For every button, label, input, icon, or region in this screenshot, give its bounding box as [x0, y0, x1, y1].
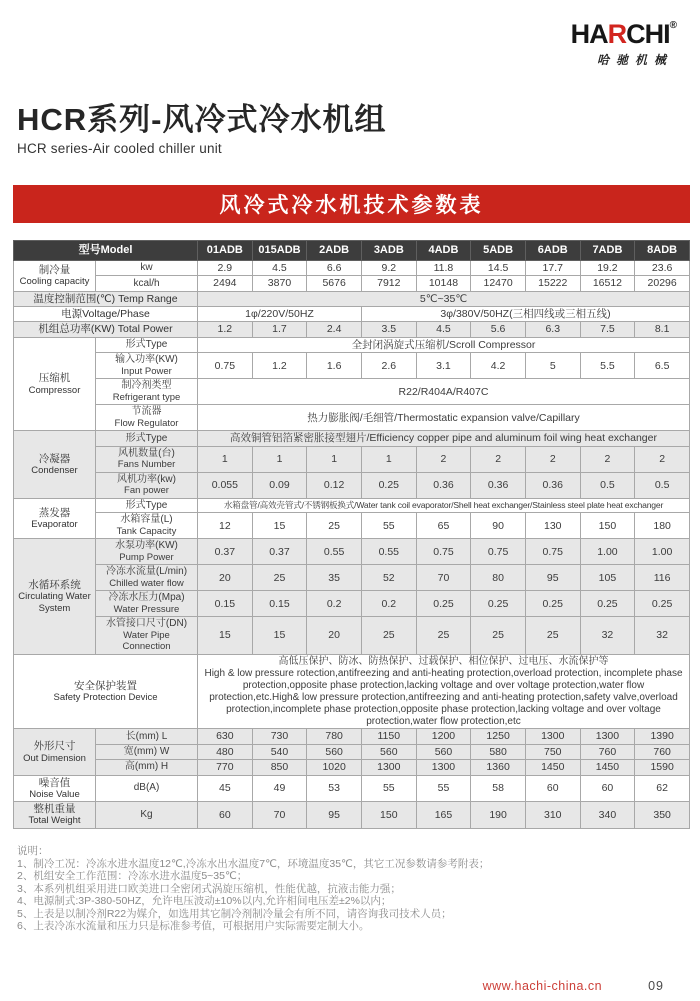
value-cell: 760 — [635, 744, 690, 759]
value-cell: 53 — [307, 775, 362, 802]
value-cell: 2494 — [198, 276, 253, 291]
row-label: 长(mm) L — [96, 729, 198, 744]
value-cell: 1.00 — [580, 539, 635, 565]
section-wide-label: 安全保护装置 Safety Protection Device — [14, 654, 198, 729]
value-cell: 580 — [471, 744, 526, 759]
value-cell: 15 — [198, 617, 253, 654]
table-row-compressor — [14, 405, 690, 431]
note-line: 3、本系列机组采用进口欧美进口全密闭式涡旋压缩机，性能优越，抗液击能力强； — [17, 882, 401, 895]
section-wide-label: 机组总功率(KW) Total Power — [14, 322, 198, 337]
table-row-out-dimension — [14, 744, 690, 759]
value-cell: 1150 — [361, 729, 416, 744]
model-header: 2ADB — [307, 241, 362, 261]
page-subtitle: HCR series-Air cooled chiller unit — [17, 141, 222, 157]
section-category: 噪音值 Noise Value — [14, 775, 96, 802]
value-cell: 540 — [252, 744, 307, 759]
table-row-evaporator — [14, 498, 690, 513]
value-cell: 0.5 — [580, 472, 635, 498]
row-label: kcal/h — [96, 276, 198, 291]
row-label: dB(A) — [96, 775, 198, 802]
section-category: 外形尺寸 Out Dimension — [14, 729, 96, 775]
table-row-safety-protection-device — [14, 654, 690, 729]
span-cell: 水箱盘管/高效壳管式/不锈钢板换式/Water tank coil evaporator/Shell heat exchanger/Stainless steel plate heat exchanger — [198, 498, 690, 513]
row-label: 风机数量(台) Fans Number — [96, 446, 198, 472]
value-cell: 0.36 — [525, 472, 580, 498]
value-cell: 2 — [580, 446, 635, 472]
value-cell: 1200 — [416, 729, 471, 744]
value-cell: 105 — [580, 565, 635, 591]
value-cell: 560 — [416, 744, 471, 759]
value-cell: 4.5 — [416, 322, 471, 337]
model-header: 015ADB — [252, 241, 307, 261]
value-cell: 0.36 — [471, 472, 526, 498]
value-cell: 0.25 — [361, 472, 416, 498]
value-cell: 58 — [471, 775, 526, 802]
value-cell: 0.055 — [198, 472, 253, 498]
section-wide-label: 电源Voltage/Phase — [14, 307, 198, 322]
value-cell: 1.2 — [252, 353, 307, 379]
span-cell: R22/R404A/R407C — [198, 379, 690, 405]
value-cell: 7912 — [361, 276, 416, 291]
value-cell: 65 — [416, 513, 471, 539]
value-cell: 116 — [635, 565, 690, 591]
spec-table-body — [14, 241, 690, 829]
value-cell: 12 — [198, 513, 253, 539]
value-cell: 5 — [525, 353, 580, 379]
registered-trademark-icon: ® — [669, 20, 676, 31]
brand-text-head: HA — [570, 19, 608, 49]
value-cell: 1300 — [361, 760, 416, 775]
spec-table — [13, 240, 690, 829]
value-cell: 15 — [252, 513, 307, 539]
value-cell: 6.3 — [525, 322, 580, 337]
table-row-compressor — [14, 353, 690, 379]
table-row-noise-value — [14, 775, 690, 802]
table-row-cooling-capacity — [14, 276, 690, 291]
table-row-total-weight — [14, 802, 690, 829]
value-cell: 1 — [252, 446, 307, 472]
section-category: 整机重量 Total Weight — [14, 802, 96, 829]
value-cell: 2 — [525, 446, 580, 472]
row-label: 形式Type — [96, 431, 198, 446]
table-row-condenser — [14, 446, 690, 472]
value-cell: 0.75 — [471, 539, 526, 565]
value-cell: 0.15 — [198, 591, 253, 617]
value-cell: 2.6 — [361, 353, 416, 379]
value-cell: 25 — [416, 617, 471, 654]
value-cell: 0.55 — [307, 539, 362, 565]
value-cell: 2 — [416, 446, 471, 472]
value-cell: 20 — [307, 617, 362, 654]
row-label: Kg — [96, 802, 198, 829]
value-cell: 15222 — [525, 276, 580, 291]
value-cell: 2.9 — [198, 260, 253, 275]
value-cell: 14.5 — [471, 260, 526, 275]
value-cell: 1250 — [471, 729, 526, 744]
value-cell: 0.25 — [580, 591, 635, 617]
value-cell: 45 — [198, 775, 253, 802]
table-row-voltage-phase — [14, 307, 690, 322]
value-cell: 0.25 — [525, 591, 580, 617]
row-label: 形式Type — [96, 498, 198, 513]
brand-text-red-letter: R — [607, 19, 627, 49]
brand-logo — [571, 21, 676, 68]
value-cell: 15 — [252, 617, 307, 654]
value-cell: 4.5 — [252, 260, 307, 275]
value-cell: 3.5 — [361, 322, 416, 337]
value-cell: 770 — [198, 760, 253, 775]
section-category: 压缩机 Compressor — [14, 337, 96, 430]
value-cell: 23.6 — [635, 260, 690, 275]
value-cell: 1 — [361, 446, 416, 472]
value-cell: 130 — [525, 513, 580, 539]
value-cell: 340 — [580, 802, 635, 829]
value-cell: 19.2 — [580, 260, 635, 275]
value-cell: 150 — [580, 513, 635, 539]
model-header-label: 型号Model — [14, 241, 198, 261]
value-cell: 32 — [580, 617, 635, 654]
block-cell: 高低压保护、防冰、防热保护、过载保护、相位保护、过电压、水流保护等 High & low pressure rotection,antifreezing and anti-heating protection,overload protection, incomplete phase protection,opposite phase protection,lacking voltage and over voltage protection,water flow protection,etc.High& low pressure protection,antifreezing and anti-heating protection,safety valve,overload protection,incomplete phase protection,opposite phase protection,lacking voltage and over voltage protection,water flow protection,etc — [198, 654, 690, 729]
table-row-cooling-capacity — [14, 260, 690, 275]
value-cell: 0.5 — [635, 472, 690, 498]
value-cell: 3870 — [252, 276, 307, 291]
model-header: 01ADB — [198, 241, 253, 261]
row-label: 输入功率(KW) Input Power — [96, 353, 198, 379]
value-cell: 90 — [471, 513, 526, 539]
value-cell: 0.55 — [361, 539, 416, 565]
value-cell: 1.2 — [198, 322, 253, 337]
value-cell: 2.4 — [307, 322, 362, 337]
value-cell: 12470 — [471, 276, 526, 291]
value-cell: 1300 — [525, 729, 580, 744]
value-cell: 1 — [307, 446, 362, 472]
page-number: 09 — [648, 979, 664, 993]
value-cell: 17.7 — [525, 260, 580, 275]
table-row-circulating-water-system — [14, 565, 690, 591]
note-line: 4、电源制式:3P-380-50HZ，允许电压波动±10%以内,允许相间电压差±2%以内； — [17, 895, 392, 907]
table-row-temp-range — [14, 291, 690, 306]
note-line: 5、上表是以制冷剂R22为媒介，如选用其它制冷剂制冷量会有所不同，请咨询我司技术人员； — [17, 907, 452, 920]
value-cell: 1.6 — [307, 353, 362, 379]
value-cell: 1450 — [525, 760, 580, 775]
title-block — [17, 101, 386, 156]
model-header: 4ADB — [416, 241, 471, 261]
value-cell: 60 — [525, 775, 580, 802]
value-cell: 25 — [252, 565, 307, 591]
table-row-out-dimension — [14, 760, 690, 775]
value-cell: 7.5 — [580, 322, 635, 337]
row-label: 水泵功率(KW) Pump Power — [96, 539, 198, 565]
model-header: 7ADB — [580, 241, 635, 261]
value-cell: 0.37 — [198, 539, 253, 565]
value-cell: 55 — [416, 775, 471, 802]
value-cell: 5.5 — [580, 353, 635, 379]
notes-heading: 说明： — [17, 845, 49, 857]
value-cell: 0.15 — [252, 591, 307, 617]
value-cell: 180 — [635, 513, 690, 539]
value-cell: 9.2 — [361, 260, 416, 275]
value-cell: 5.6 — [471, 322, 526, 337]
value-cell: 1.7 — [252, 322, 307, 337]
value-cell: 480 — [198, 744, 253, 759]
value-cell: 95 — [307, 802, 362, 829]
brand-wordmark — [571, 21, 676, 48]
page-title: HCR系列-风冷式冷水机组 — [17, 102, 387, 137]
value-cell: 630 — [198, 729, 253, 744]
value-cell: 1390 — [635, 729, 690, 744]
value-cell: 2 — [471, 446, 526, 472]
value-cell: 730 — [252, 729, 307, 744]
value-cell: 25 — [525, 617, 580, 654]
value-cell: 25 — [361, 617, 416, 654]
value-cell: 1300 — [416, 760, 471, 775]
value-cell: 1590 — [635, 760, 690, 775]
table-row-condenser — [14, 431, 690, 446]
table-row-total-power — [14, 322, 690, 337]
value-cell: 25 — [471, 617, 526, 654]
row-label: 冷冻水流量(L/min) Chilled water flow — [96, 565, 198, 591]
section-category: 制冷量 Cooling capacity — [14, 260, 96, 291]
value-cell: 0.25 — [635, 591, 690, 617]
span-cell: 5℃~35℃ — [198, 291, 690, 306]
value-cell: 310 — [525, 802, 580, 829]
value-cell: 0.09 — [252, 472, 307, 498]
value-cell: 0.36 — [416, 472, 471, 498]
page-footer — [483, 979, 664, 993]
value-cell: 35 — [307, 565, 362, 591]
notes-block — [17, 845, 489, 933]
value-cell: 760 — [580, 744, 635, 759]
value-cell: 55 — [361, 775, 416, 802]
row-label: 高(mm) H — [96, 760, 198, 775]
section-wide-label: 温度控制范围(℃) Temp Range — [14, 291, 198, 306]
row-label: 节流器 Flow Regulator — [96, 405, 198, 431]
value-cell: 1.00 — [635, 539, 690, 565]
footer-website-link[interactable]: www.hachi-china.cn — [482, 979, 603, 993]
row-label: 宽(mm) W — [96, 744, 198, 759]
table-row-condenser — [14, 472, 690, 498]
table-row-circulating-water-system — [14, 617, 690, 654]
value-cell: 0.25 — [471, 591, 526, 617]
value-cell: 49 — [252, 775, 307, 802]
value-cell: 11.8 — [416, 260, 471, 275]
value-cell: 2 — [635, 446, 690, 472]
value-cell: 560 — [361, 744, 416, 759]
value-cell: 3.1 — [416, 353, 471, 379]
row-label: 风机功率(kw) Fan power — [96, 472, 198, 498]
row-label: 冷冻水压力(Mpa) Water Pressure — [96, 591, 198, 617]
value-cell: 1020 — [307, 760, 362, 775]
value-cell: 150 — [361, 802, 416, 829]
table-row-compressor — [14, 379, 690, 405]
section-category: 冷凝器 Condenser — [14, 431, 96, 498]
value-cell: 1 — [198, 446, 253, 472]
brand-text-tail: CHI — [626, 19, 670, 49]
value-cell: 1360 — [471, 760, 526, 775]
value-cell: 0.25 — [416, 591, 471, 617]
row-label: kw — [96, 260, 198, 275]
span-cell: 1φ/220V/50HZ — [198, 307, 362, 322]
value-cell: 52 — [361, 565, 416, 591]
value-cell: 0.37 — [252, 539, 307, 565]
value-cell: 8.1 — [635, 322, 690, 337]
model-header: 8ADB — [635, 241, 690, 261]
model-header: 3ADB — [361, 241, 416, 261]
row-label: 水管接口尺寸(DN) Water Pipe Connection — [96, 617, 198, 654]
row-label: 制冷剂类型 Refrigerant type — [96, 379, 198, 405]
table-row-out-dimension — [14, 729, 690, 744]
note-line: 1、制冷工况：冷冻水进水温度12℃,冷冻水出水温度7℃，环境温度35℃，其它工况参数请参考附表； — [17, 857, 490, 870]
span-cell: 高效铜管铝箔紧密胀接型翅片/Efficiency copper pipe and aluminum foil wing heat exchanger — [198, 431, 690, 446]
value-cell: 95 — [525, 565, 580, 591]
model-header: 5ADB — [471, 241, 526, 261]
value-cell: 165 — [416, 802, 471, 829]
section-banner: 风冷式冷水机技术参数表 — [13, 185, 690, 223]
value-cell: 0.75 — [525, 539, 580, 565]
value-cell: 55 — [361, 513, 416, 539]
value-cell: 0.12 — [307, 472, 362, 498]
value-cell: 6.6 — [307, 260, 362, 275]
value-cell: 1450 — [580, 760, 635, 775]
value-cell: 1300 — [580, 729, 635, 744]
note-line: 2、机组安全工作范围：冷冻水进水温度5~35℃； — [17, 870, 248, 882]
value-cell: 560 — [307, 744, 362, 759]
value-cell: 750 — [525, 744, 580, 759]
note-line: 6、上表冷冻水流量和压力只是标准参考值，可根据用户实际需要定制大小。 — [17, 920, 370, 932]
value-cell: 32 — [635, 617, 690, 654]
span-cell: 全封闭涡旋式压缩机/Scroll Compressor — [198, 337, 690, 352]
value-cell: 850 — [252, 760, 307, 775]
value-cell: 25 — [307, 513, 362, 539]
span-cell: 热力膨胀阀/毛细管/Thermostatic expansion valve/Capillary — [198, 405, 690, 431]
value-cell: 60 — [580, 775, 635, 802]
row-label: 形式Type — [96, 337, 198, 352]
section-category: 蒸发器 Evaporator — [14, 498, 96, 539]
value-cell: 0.2 — [307, 591, 362, 617]
value-cell: 80 — [471, 565, 526, 591]
value-cell: 780 — [307, 729, 362, 744]
value-cell: 10148 — [416, 276, 471, 291]
value-cell: 16512 — [580, 276, 635, 291]
value-cell: 20 — [198, 565, 253, 591]
value-cell: 350 — [635, 802, 690, 829]
value-cell: 0.75 — [198, 353, 253, 379]
value-cell: 0.75 — [416, 539, 471, 565]
model-header: 6ADB — [525, 241, 580, 261]
value-cell: 70 — [252, 802, 307, 829]
row-label: 水箱容量(L) Tank Capacity — [96, 513, 198, 539]
table-row-evaporator — [14, 513, 690, 539]
brand-chinese-name: 哈驰机械 — [596, 53, 673, 67]
value-cell: 190 — [471, 802, 526, 829]
span-cell: 3φ/380V/50HZ(三相四线或三相五线) — [361, 307, 689, 322]
table-row-circulating-water-system — [14, 591, 690, 617]
value-cell: 5676 — [307, 276, 362, 291]
value-cell: 62 — [635, 775, 690, 802]
value-cell: 0.2 — [361, 591, 416, 617]
table-row-compressor — [14, 337, 690, 352]
value-cell: 4.2 — [471, 353, 526, 379]
value-cell: 6.5 — [635, 353, 690, 379]
value-cell: 20296 — [635, 276, 690, 291]
table-row-circulating-water-system — [14, 539, 690, 565]
section-category: 水循环系统 Circulating Water System — [14, 539, 96, 654]
value-cell: 70 — [416, 565, 471, 591]
value-cell: 60 — [198, 802, 253, 829]
